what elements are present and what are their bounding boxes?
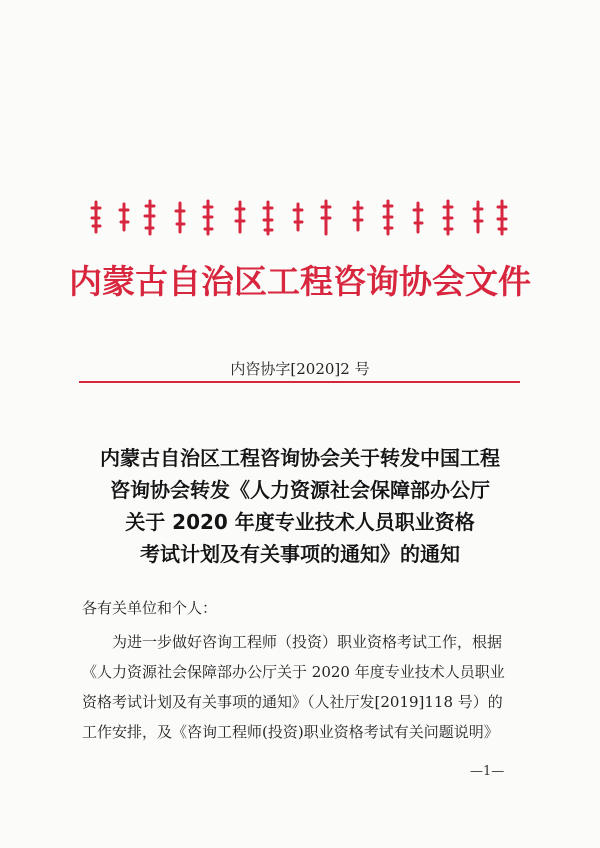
page-number: —1— <box>470 764 505 779</box>
salutation: 各有关单位和个人： <box>82 599 218 617</box>
title-line: 关于 2020 年度专业技术人员职业资格 <box>125 510 475 534</box>
body-text-line: 资格考试计划及有关事项的通知》（人社厅发[2019]118 号）的 <box>82 693 503 711</box>
body-text-line: 为进一步做好咨询工程师（投资）职业资格考试工作，根据 <box>112 633 503 651</box>
document-number: 内咨协字[2020]2 号 <box>230 360 370 378</box>
document-title <box>60 442 540 570</box>
body-text-line: 《人力资源社会保障部办公厅关于 2020 年度专业技术人员职业 <box>82 663 505 681</box>
title-line: 考试计划及有关事项的通知》的通知 <box>140 542 460 566</box>
body-text-line: 工作安排，及《咨询工程师(投资)职业资格考试有关问题说明》 <box>82 723 499 741</box>
title-line: 内蒙古自治区工程咨询协会关于转发中国工程 <box>100 446 500 470</box>
organization-title: 内蒙古自治区工程咨询协会文件 <box>69 262 531 301</box>
mongolian-script-logo <box>88 196 512 240</box>
red-divider-line <box>79 381 520 383</box>
title-line: 咨询协会转发《人力资源社会保障部办公厅 <box>110 478 490 502</box>
